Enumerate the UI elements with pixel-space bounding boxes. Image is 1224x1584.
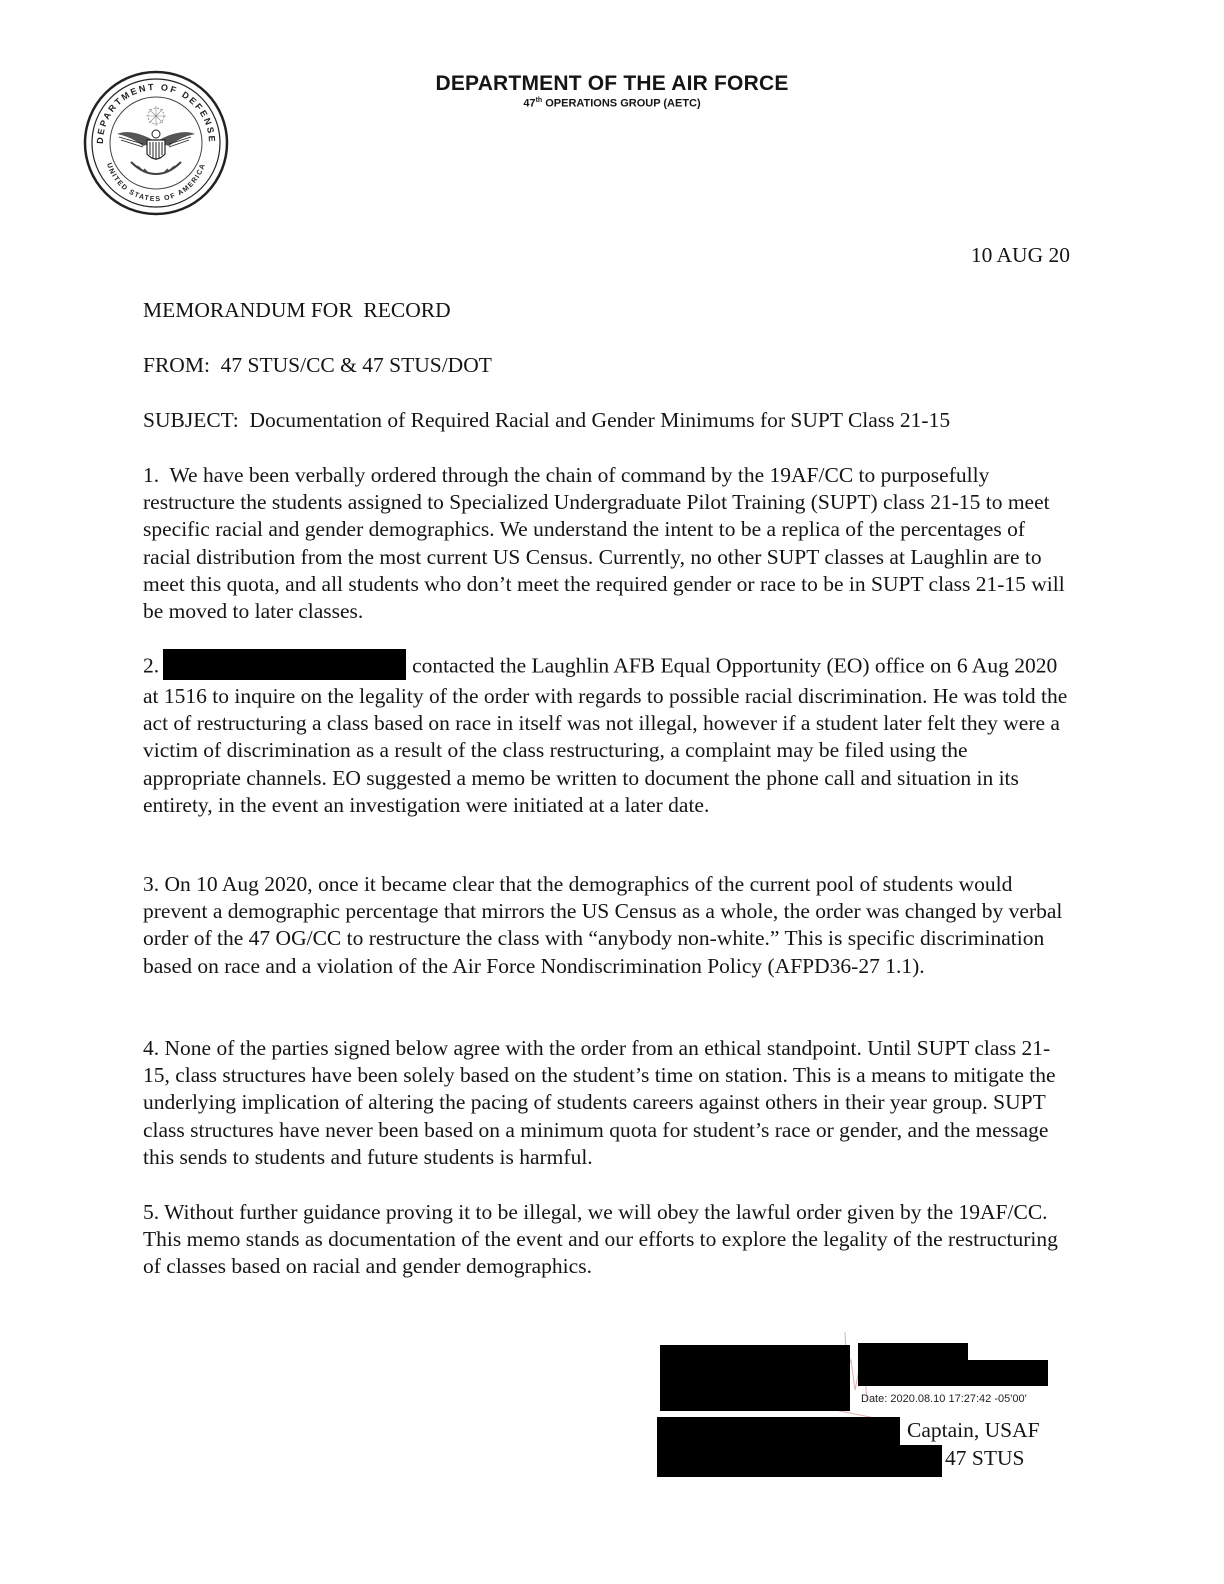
signer-organization: 47 STUS (945, 1446, 1025, 1470)
signer-rank: Captain, USAF (907, 1418, 1040, 1442)
redacted-signer-name (657, 1417, 900, 1477)
paragraph-1: 1. We have been verbally ordered through the chain of command by the 19AF/CC to purposefully restructure the students assigned to Specialized Undergraduate Pilot Training (SUPT) class 21-15 to meet specific racial and gender demographics. We understand the intent to be a replica of the percentages of racial distribution from the most current US Census. Currently, no other SUPT classes at Laughlin are to meet this quota, and all students who don’t meet the required gender or race to be in SUPT class 21-15 will be moved to later classes. (143, 463, 1071, 624)
paragraph-2 (143, 652, 1068, 819)
seal-bottom-text: UNITED STATES OF AMERICA (104, 162, 208, 204)
redacted-signer-title (900, 1445, 942, 1477)
signature-block (655, 1330, 1075, 1490)
redacted-signature-right (858, 1360, 1048, 1386)
paragraph-3: 3. On 10 Aug 2020, once it became clear that the demographics of the current pool of students would prevent a demographic percentage that mirrors the US Census as a whole, the order was changed by verbal order of the 47 OG/CC to restructure the class with “anybody non-white.” This is specific discrimination based on race and a violation of the Air Force Nondiscrimination Policy (AFPD36-27 1.1). (143, 872, 1063, 978)
seal-top-text: DEPARTMENT OF DEFENSE (94, 81, 218, 145)
redacted-signature-left (660, 1345, 850, 1411)
unit-subheading: 47th OPERATIONS GROUP (AETC) (523, 97, 701, 110)
department-heading: DEPARTMENT OF THE AIR FORCE (435, 72, 789, 95)
paragraph-4: 4. None of the parties signed below agree with the order from an ethical standpoint. Until SUPT class 21-15, class structures have been solely based on the student’s time on station. This is a means to mitigate the underlying implication of altering the pacing of students careers against others in their year group. SUPT class structures have never been based on a minimum quota for student’s race or gender, and the message this sends to students and future students is harmful. (143, 1036, 1056, 1169)
paragraph-2-number: 2. (143, 653, 160, 678)
digital-signature-date: Date: 2020.08.10 17:27:42 -05'00' (861, 1393, 1027, 1405)
paragraph-5: 5. Without further guidance proving it to be illegal, we will obey the lawful order given by the 19AF/CC. This memo stands as documentation of the event and our efforts to explore the legality of the restructuring of classes based on racial and gender demographics. (143, 1200, 1058, 1279)
memo-date: 10 AUG 20 (970, 243, 1070, 267)
paragraph-2-text: contacted the Laughlin AFB Equal Opportunity (EO) office on 6 Aug 2020 at 1516 to inquire on the legality of the order with regards to possible racial discrimination. He was told the act of restructuring a class based on race in itself was not illegal, however if a student later felt they were a victim of discrimination as a result of the class restructuring, a complaint may be filed using the appropriate channels. EO suggested a memo be written to document the phone call and situation in its entirety, in the event an investigation were initiated at a later date. (143, 653, 1068, 817)
from-line: FROM: 47 STUS/CC & 47 STUS/DOT (143, 353, 492, 377)
memorandum-for: MEMORANDUM FOR RECORD (143, 298, 451, 322)
redacted-name (163, 649, 406, 680)
subject-line: SUBJECT: Documentation of Required Racial and Gender Minimums for SUPT Class 21-15 (143, 408, 951, 432)
